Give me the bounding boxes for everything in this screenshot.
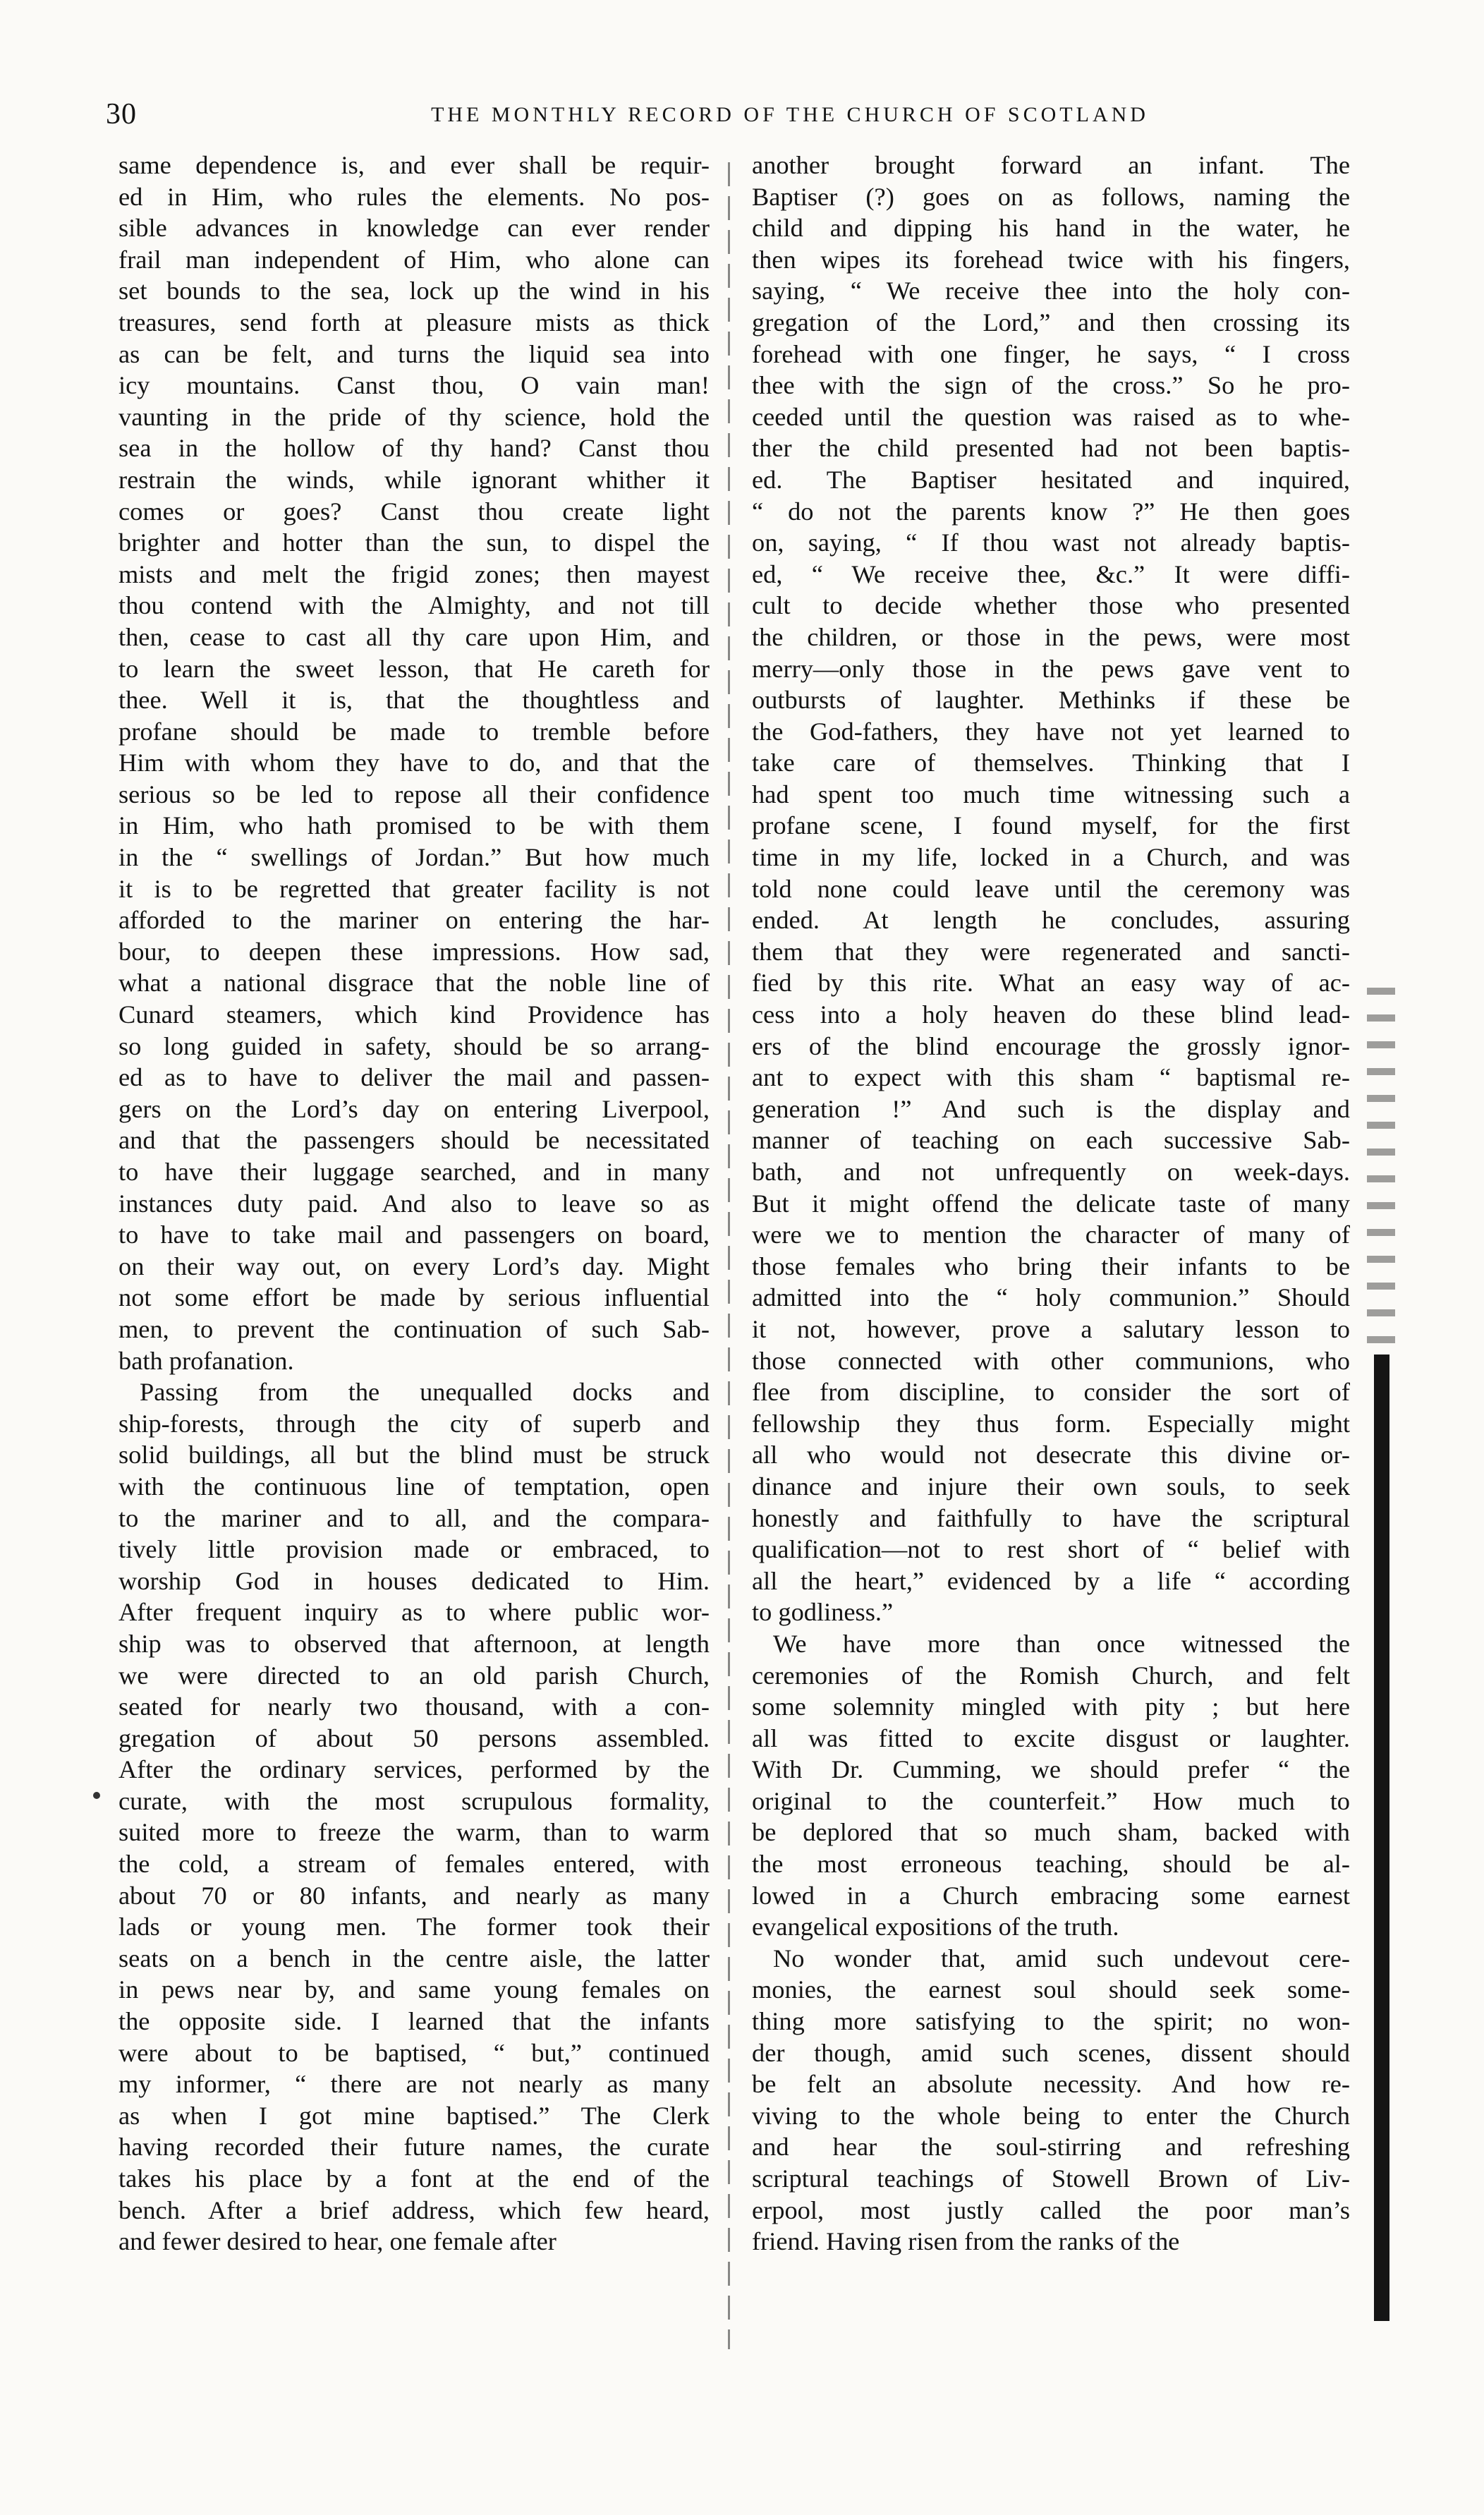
text-line: were about to be baptised, “ but,” continued [118,2038,710,2067]
text-line: scriptural teachings of Stowell Brown of Liv- [752,2164,1350,2193]
text-line: then wipes its forehead twice with his fingers, [752,245,1350,274]
text-line: the God-fathers, they have not yet learned to [752,717,1350,746]
text-line: No wonder that, amid such undevout cere- [773,1944,1350,1972]
page-edge-bleed [1367,988,1395,1355]
text-line: lowed in a Church embracing some earnest [752,1881,1350,1910]
text-line: icy mountains. Canst thou, O vain man! [118,371,710,400]
text-line: gregation of the Lord,” and then crossing its [752,308,1350,337]
text-column-right [752,150,1350,2258]
text-line: to the mariner and to all, and the compara- [118,1503,710,1532]
text-line: were we to mention the character of many of [752,1220,1350,1249]
text-line: fellowship they thus form. Especially might [752,1409,1350,1438]
text-column-left [118,150,710,2258]
text-line: seats on a bench in the centre aisle, the latter [118,1944,710,1972]
text-line: Baptiser (?) goes on as follows, naming the [752,182,1350,211]
text-line: profane should be made to tremble before [118,717,710,746]
text-line: fied by this rite. What an easy way of ac- [752,969,1350,998]
text-line: seated for nearly two thousand, with a con- [118,1692,710,1721]
text-line: gregation of about 50 persons assembled. [118,1723,710,1752]
text-line: the most erroneous teaching, should be al- [752,1850,1350,1879]
text-line: be felt an absolute necessity. And how re- [752,2070,1350,2099]
text-line: be deplored that so much sham, backed with [752,1818,1350,1847]
text-line: bath, and not unfrequently on week-days. [752,1158,1350,1186]
text-line: about 70 or 80 infants, and nearly as many [118,1881,710,1910]
text-line: all who would not desecrate this divine or- [752,1441,1350,1469]
text-line: those females who bring their infants to be [752,1252,1350,1280]
text-line: on their way out, on every Lord’s day. Might [118,1252,710,1280]
text-line: same dependence is, and ever shall be requir- [118,151,710,179]
text-line: curate, with the most scrupulous formality, [118,1786,710,1815]
text-line: flee from discipline, to consider the sort of [752,1378,1350,1407]
text-line: mists and melt the frigid zones; then mayest [118,559,710,588]
text-line: all the heart,” evidenced by a life “ according [752,1566,1350,1595]
text-line: serious so be led to repose all their confidence [118,780,710,808]
text-line: the cold, a stream of females entered, with [118,1850,710,1879]
text-line: manner of teaching on each successive Sab- [752,1126,1350,1155]
text-line: bench. After a brief address, which few heard, [118,2195,710,2224]
margin-mark [93,1792,100,1799]
text-line: merry—only those in the pews gave vent to [752,654,1350,683]
text-line: ended. At length he concludes, assuring [752,906,1350,935]
text-line: “ do not the parents know ?” He then goes [752,497,1350,526]
text-line: on, saying, “ If thou wast not already baptis- [752,528,1350,557]
text-line: in pews near by, and same young females on [118,1975,710,2004]
text-line: evangelical expositions of the truth. [752,1913,1119,1941]
text-line: original to the counterfeit.” How much to [752,1786,1350,1815]
text-line: worship God in houses dedicated to Him. [118,1566,710,1595]
text-line: what a national disgrace that the noble line of [118,969,710,998]
text-line: After frequent inquiry as to where public wor- [118,1598,710,1627]
text-line: comes or goes? Canst thou create light [118,497,710,526]
text-line: outbursts of laughter. Methinks if these be [752,686,1350,715]
text-line: ceeded until the question was raised as to whe- [752,402,1350,431]
text-line: tively little provision made or embraced, to [118,1535,710,1564]
text-line: ship was to observed that afternoon, at length [118,1629,710,1658]
text-line: ed in Him, who rules the elements. No pos- [118,182,710,211]
text-line: der though, amid such scenes, dissent should [752,2038,1350,2067]
text-line: then, cease to cast all thy care upon Him, and [118,622,710,651]
text-line: gers on the Lord’s day on entering Liverpool, [118,1094,710,1123]
text-line: it not, however, prove a salutary lesson to [752,1314,1350,1343]
text-line: those connected with other communions, who [752,1346,1350,1375]
text-line: sible advances in knowledge can ever render [118,214,710,243]
text-line: qualification—not to rest short of “ belief with [752,1535,1350,1564]
text-line: and fewer desired to hear, one female after [118,2227,556,2256]
text-line: had spent too much time witnessing such a [752,780,1350,808]
text-line: thee. Well it is, that the thoughtless and [118,686,710,715]
text-line: thee with the sign of the cross.” So he pro- [752,371,1350,400]
text-line: restrain the winds, while ignorant whither it [118,465,710,494]
text-line: not some effort be made by serious influential [118,1283,710,1312]
text-line: time in my life, locked in a Church, and was [752,843,1350,872]
text-line: With Dr. Cumming, we should prefer “ the [752,1755,1350,1784]
text-line: treasures, send forth at pleasure mists as thick [118,308,710,337]
text-line: takes his place by a font at the end of the [118,2164,710,2193]
text-line: my informer, “ there are not nearly as many [118,2070,710,2099]
text-line: it is to be regretted that greater facility is not [118,874,710,903]
text-line: bour, to deepen these impressions. How sad, [118,937,710,966]
text-line: cult to decide whether those who presented [752,591,1350,620]
text-line: ant to expect with this sham “ baptismal re- [752,1063,1350,1092]
text-line: having recorded their future names, the curate [118,2133,710,2162]
text-line: as can be felt, and turns the liquid sea into [118,339,710,368]
text-line: thou contend with the Almighty, and not till [118,591,710,620]
text-line: lads or young men. The former took their [118,1913,710,1941]
running-title: THE MONTHLY RECORD OF THE CHURCH OF SCOTLAND [431,103,1149,126]
text-line: frail man independent of Him, who alone can [118,245,710,274]
text-line: child and dipping his hand in the water, he [752,214,1350,243]
text-line: Passing from the unequalled docks and [140,1378,710,1407]
text-line: thing more satisfying to the spirit; no won- [752,2007,1350,2036]
column-divider [728,162,730,2349]
text-line: afforded to the mariner on entering the har- [118,906,710,935]
text-line: instances duty paid. And also to leave so as [118,1189,710,1218]
text-line: After the ordinary services, performed by the [118,1755,710,1784]
text-line: honestly and faithfully to have the scriptural [752,1503,1350,1532]
text-line: Him with whom they have to do, and that the [118,749,710,777]
text-line: told none could leave until the ceremony was [752,874,1350,903]
text-line: ers of the blind encourage the grossly ignor- [752,1031,1350,1060]
text-line: and hear the soul-stirring and refreshing [752,2133,1350,2162]
text-line: cess into a holy heaven do these blind lead- [752,1000,1350,1029]
text-line: dinance and injure their own souls, to seek [752,1472,1350,1501]
text-line: them that they were regenerated and sancti- [752,937,1350,966]
text-line: ed as to have to deliver the mail and passen- [118,1063,710,1092]
text-line: generation !” And such is the display and [752,1094,1350,1123]
text-line: ed, “ We receive thee, &c.” It were diffi- [752,559,1350,588]
text-line: as when I got mine baptised.” The Clerk [118,2101,710,2130]
text-line: in the “ swellings of Jordan.” But how much [118,843,710,872]
text-line: saying, “ We receive thee into the holy con- [752,277,1350,305]
text-line: ship-forests, through the city of superb and [118,1409,710,1438]
text-line: brighter and hotter than the sun, to dispel the [118,528,710,557]
text-line: take care of themselves. Thinking that I [752,749,1350,777]
text-line: bath profanation. [118,1346,294,1375]
text-line: sea in the hollow of thy hand? Canst thou [118,434,710,463]
text-line: ceremonies of the Romish Church, and felt [752,1661,1350,1690]
text-line: Cunard steamers, which kind Providence has [118,1000,710,1029]
text-line: set bounds to the sea, lock up the wind in his [118,277,710,305]
text-line: profane scene, I found myself, for the first [752,811,1350,840]
text-line: another brought forward an infant. The [752,151,1350,179]
text-line: But it might offend the delicate taste of many [752,1189,1350,1218]
page-number: 30 [106,98,137,131]
text-line: so long guided in safety, should be so arrang- [118,1031,710,1060]
page-edge-shadow [1374,1355,1389,2321]
text-line: viving to the whole being to enter the Church [752,2101,1350,2130]
text-line: some solemnity mingled with pity ; but here [752,1692,1350,1721]
text-line: the opposite side. I learned that the infants [118,2007,710,2036]
text-line: and that the passengers should be necessitated [118,1126,710,1155]
text-line: vaunting in the pride of thy science, hold the [118,402,710,431]
text-line: We have more than once witnessed the [773,1629,1350,1658]
text-line: to have their luggage searched, and in many [118,1158,710,1186]
text-line: forehead with one finger, he says, “ I cross [752,339,1350,368]
text-line: men, to prevent the continuation of such Sab- [118,1314,710,1343]
text-line: in Him, who hath promised to be with them [118,811,710,840]
text-line: the children, or those in the pews, were most [752,622,1350,651]
text-line: to godliness.” [752,1598,894,1627]
text-line: admitted into the “ holy communion.” Should [752,1283,1350,1312]
text-line: erpool, most justly called the poor man’s [752,2195,1350,2224]
text-line: ther the child presented had not been baptis- [752,434,1350,463]
text-line: all was fitted to excite disgust or laughter. [752,1723,1350,1752]
text-line: with the continuous line of temptation, open [118,1472,710,1501]
text-line: solid buildings, all but the blind must be struck [118,1441,710,1469]
text-line: we were directed to an old parish Church, [118,1661,710,1690]
text-line: to learn the sweet lesson, that He careth for [118,654,710,683]
text-line: monies, the earnest soul should seek some- [752,1975,1350,2004]
text-line: friend. Having risen from the ranks of the [752,2227,1180,2256]
text-line: to have to take mail and passengers on board, [118,1220,710,1249]
text-line: ed. The Baptiser hesitated and inquired, [752,465,1350,494]
text-line: suited more to freeze the warm, than to warm [118,1818,710,1847]
